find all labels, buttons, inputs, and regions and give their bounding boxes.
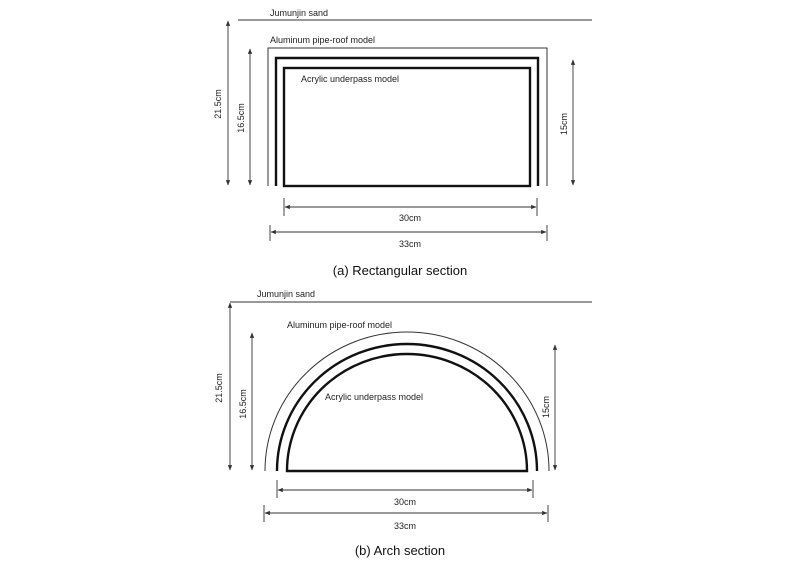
dim-underpass-height-label: 15cm [559,112,569,136]
caption-rectangular: (a) Rectangular section [332,263,468,278]
pipe-roof-label: Aluminum pipe-roof model [287,320,393,330]
arch-section [214,289,592,558]
rectangular-section [213,8,592,278]
caption-arch: (b) Arch section [354,543,446,558]
dim-outer-width-label: 33cm [393,521,417,531]
dim-total-height-label: 21.5cm [213,89,223,119]
dim-pipe-height-label: 16.5cm [236,103,246,133]
ground-label: Jumunjin sand [257,289,316,299]
dim-total-height-label: 21.5cm [214,373,224,403]
underpass-label: Acrylic underpass model [325,392,424,402]
dim-inner-width-label: 30cm [393,497,417,507]
ground-label: Jumunjin sand [270,8,329,18]
dim-pipe-height-label: 16.5cm [238,389,248,419]
underpass-label: Acrylic underpass model [301,74,400,84]
pipe-roof-label: Aluminum pipe-roof model [270,35,376,45]
dim-underpass-height-label: 15cm [541,395,551,419]
dim-inner-width-label: 30cm [398,213,422,223]
underpass-box [284,68,530,186]
pipe-roof-inner-arch [277,344,537,471]
dim-outer-width-label: 33cm [398,239,422,249]
underpass-arch [287,354,527,471]
